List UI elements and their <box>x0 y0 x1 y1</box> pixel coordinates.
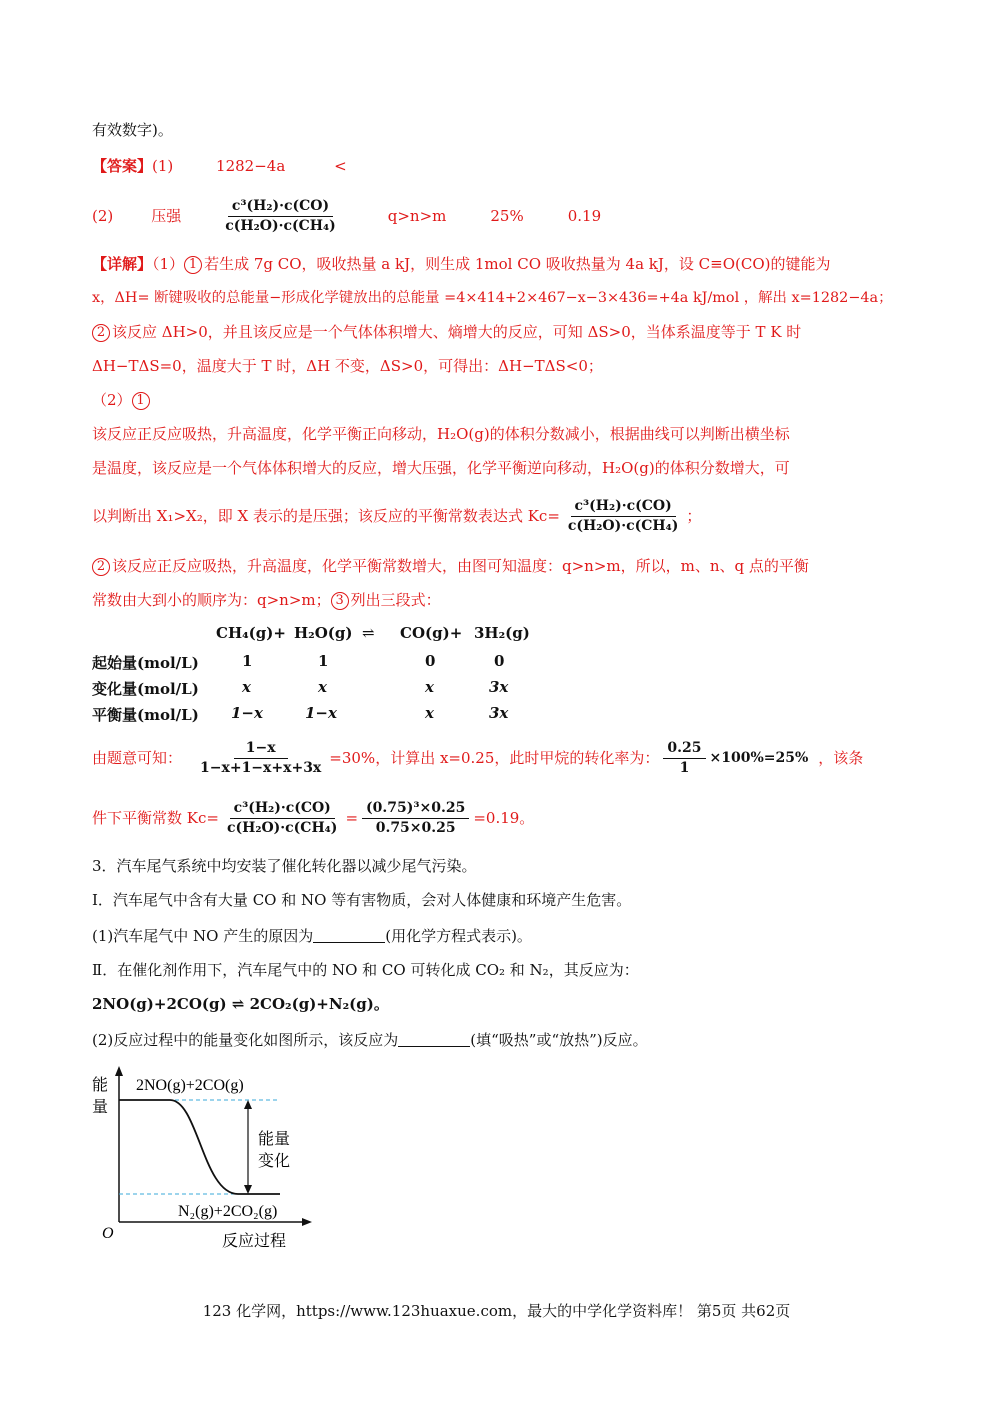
fraction-numerator: 1−x <box>234 740 288 759</box>
table-header: CO(g)+ <box>400 624 463 642</box>
q3-part-2: Ⅱ．在催化剂作用下，汽车尾气中的 NO 和 CO 可转化成 CO₂ 和 N₂，其反应为： <box>92 961 639 979</box>
energy-change-label <box>258 1130 294 1170</box>
explain-text: 该反应正反应吸热，升高温度，化学平衡常数增大，由图可知温度：q>n>m，所以，m、n、q 点的平衡 <box>112 557 809 575</box>
table-header: CH₄(g)+ <box>216 624 286 642</box>
table-header: 3H₂(g) <box>474 624 530 642</box>
question-text: (2)反应过程中的能量变化如图所示，该反应为 <box>92 1031 399 1049</box>
explain-text: 常数由大到小的顺序为：q>n>m； <box>92 591 331 609</box>
answer-blank[interactable] <box>398 1032 470 1047</box>
origin-label: O <box>102 1225 114 1242</box>
arrow-head-up <box>244 1100 252 1109</box>
fraction-numerator: 0.25 <box>663 740 705 759</box>
explain-line-9 <box>92 556 809 576</box>
answer-part-2: (2) <box>92 207 114 225</box>
explain-line-3 <box>92 322 801 342</box>
explain-line-7: 是温度，该反应是一个气体体积增大的反应，增大压强，化学平衡逆向移动，H₂O(g)的体积分数增大，可 <box>92 459 790 477</box>
q3-question-1 <box>92 926 532 946</box>
y-axis-label <box>92 1076 112 1116</box>
table-cell: 0 <box>494 652 505 670</box>
q3-question-2 <box>92 1030 648 1050</box>
calc-line-2 <box>92 796 534 840</box>
q3-part-1: Ⅰ．汽车尾气中含有大量 CO 和 NO 等有害物质，会对人体健康和环境产生危害。 <box>92 891 632 909</box>
question-text: (填“吸热”或“放热”)反应。 <box>470 1031 648 1049</box>
circled-number: 2 <box>92 558 110 576</box>
energy-diagram <box>88 1062 328 1258</box>
answer-line-2 <box>92 196 601 236</box>
fraction-numerator: (0.75)³×0.25 <box>362 800 469 819</box>
product-label: N₂(g)+2CO₂(g) <box>178 1203 278 1220</box>
explain-line-4: ΔH−TΔS=0，温度大于 T 时，ΔH 不变，ΔS>0，可得出：ΔH−TΔS<0； <box>92 357 603 375</box>
question-text: (用化学方程式表示)。 <box>385 927 532 945</box>
fraction-numerator: c³(H₂)·c(CO) <box>228 198 333 217</box>
table-cell: 3x <box>489 678 509 696</box>
answer-value-3: 压强 <box>151 207 182 225</box>
circled-number: 1 <box>184 256 202 274</box>
calc-text: 件下平衡常数 Kc= <box>92 809 219 827</box>
energy-change-label-line-2: 变化 <box>258 1153 291 1170</box>
explain-text: ； <box>686 507 702 525</box>
table-cell: x <box>425 678 434 696</box>
table-header: H₂O(g) <box>294 624 353 642</box>
y-axis-label-line-1: 能 <box>92 1077 109 1094</box>
rate-fraction <box>663 740 705 777</box>
fraction-denominator: 0.75×0.25 <box>375 819 456 836</box>
fraction-denominator: 1 <box>679 759 690 776</box>
conversion-fraction <box>196 740 325 777</box>
calc-text: =30%，计算出 x=0.25，此时甲烷的转化率为： <box>329 749 660 767</box>
table-cell: 0 <box>425 652 436 670</box>
three-stage-table <box>92 624 542 734</box>
fraction-numerator: c³(H₂)·c(CO) <box>230 800 335 819</box>
fraction-denominator: c(H₂O)·c(CH₄) <box>225 217 336 234</box>
explain-text: 若生成 7g CO，吸收热量 a kJ，则生成 1mol CO 吸收热量为 4a kJ，设 C≡O(CO)的键能为 <box>204 255 831 273</box>
x-axis-arrow <box>302 1218 312 1226</box>
explain-part: （2） <box>92 391 132 409</box>
fraction-denominator: 1−x+1−x+x+3x <box>200 759 322 776</box>
circled-number: 1 <box>132 392 150 410</box>
x-axis-label: 反应过程 <box>222 1233 287 1250</box>
equilibrium-constant-fraction <box>221 198 339 235</box>
explain-line-6: 该反应正反应吸热，升高温度，化学平衡正向移动，H₂O(g)的体积分数减小，根据曲线可以判断出横坐标 <box>92 425 790 443</box>
table-cell: 1−x <box>305 704 337 722</box>
table-cell: 1 <box>242 652 253 670</box>
answer-blank[interactable] <box>313 928 385 943</box>
explain-label: 【详解】 <box>92 255 153 273</box>
q3-stem: 3．汽车尾气系统中均安装了催化转化器以减少尾气污染。 <box>92 857 477 875</box>
energy-change-label-line-1: 能量 <box>258 1131 291 1148</box>
explain-part: （1） <box>152 255 185 273</box>
table-cell: x <box>425 704 434 722</box>
calc-text: 由题意可知： <box>92 749 183 767</box>
table-cell: 3x <box>489 704 509 722</box>
table-cell: 1−x <box>231 704 263 722</box>
q3-equation: 2NO(g)+2CO(g) ⇌ 2CO₂(g)+N₂(g)。 <box>92 995 389 1013</box>
explain-text: 以判断出 X₁>X₂，即 X 表示的是压强；该反应的平衡常数表达式 Kc= <box>92 507 560 525</box>
answer-line-1 <box>92 156 347 176</box>
energy-curve <box>119 1100 280 1194</box>
explain-line-2: x，ΔH= 断键吸收的总能量−形成化学键放出的总能量 =4×414+2×467−x−3×436=+4a kJ/mol ，解出 x=1282−4a； <box>92 290 893 306</box>
question-text: (1)汽车尾气中 NO 产生的原因为 <box>92 927 314 945</box>
explain-line-10 <box>92 590 441 610</box>
table-cell: x <box>242 678 251 696</box>
answer-label: 【答案】 <box>92 157 153 175</box>
text-line: 有效数字)。 <box>92 121 173 139</box>
fraction-numerator: c³(H₂)·c(CO) <box>571 498 676 517</box>
fraction-denominator: c(H₂O)·c(CH₄) <box>567 517 679 534</box>
answer-value-1: 1282−4a <box>216 157 286 175</box>
calc-text: ，该条 <box>818 749 864 767</box>
calc-text: = <box>345 809 359 827</box>
explain-line-8 <box>92 494 701 538</box>
fraction-denominator: c(H₂O)·c(CH₄) <box>226 819 338 836</box>
y-axis-label-line-2: 量 <box>92 1099 109 1116</box>
calc-line-1 <box>92 736 863 780</box>
circled-number: 3 <box>331 592 349 610</box>
y-axis-arrow <box>115 1066 123 1076</box>
explain-line-5 <box>92 390 152 410</box>
answer-value-5: 25% <box>490 207 524 225</box>
explain-line-1 <box>92 254 831 274</box>
kc-fraction-2 <box>223 800 341 837</box>
explain-text: 该反应 ΔH>0，并且该反应是一个气体体积增大、熵增大的反应，可知 ΔS>0，当体系温度等于 T K 时 <box>112 323 802 341</box>
page-footer: 123 化学网，https://www.123huaxue.com，最大的中学化学资料库！ 第5页 共62页 <box>202 1302 791 1320</box>
table-row-label: 起始量(mol/L) <box>92 654 199 672</box>
kc-fraction <box>564 498 682 535</box>
calc-text: =0.19。 <box>473 809 535 827</box>
calc-text: ×100%=25% <box>709 750 809 766</box>
explain-text: 列出三段式： <box>350 591 441 609</box>
answer-value-6: 0.19 <box>567 207 602 225</box>
answer-part-1: (1) <box>152 157 174 175</box>
kc-value-fraction <box>362 800 469 837</box>
table-row-label: 平衡量(mol/L) <box>92 706 199 724</box>
arrow-head-down <box>244 1185 252 1194</box>
reactant-label: 2NO(g)+2CO(g) <box>136 1077 244 1094</box>
equilibrium-arrow: ⇌ <box>362 624 375 642</box>
answer-value-4: q>n>m <box>387 207 447 225</box>
table-row-label: 变化量(mol/L) <box>92 680 199 698</box>
table-cell: x <box>318 678 327 696</box>
answer-value-2: < <box>334 157 347 175</box>
circled-number: 2 <box>92 324 110 342</box>
table-cell: 1 <box>318 652 329 670</box>
